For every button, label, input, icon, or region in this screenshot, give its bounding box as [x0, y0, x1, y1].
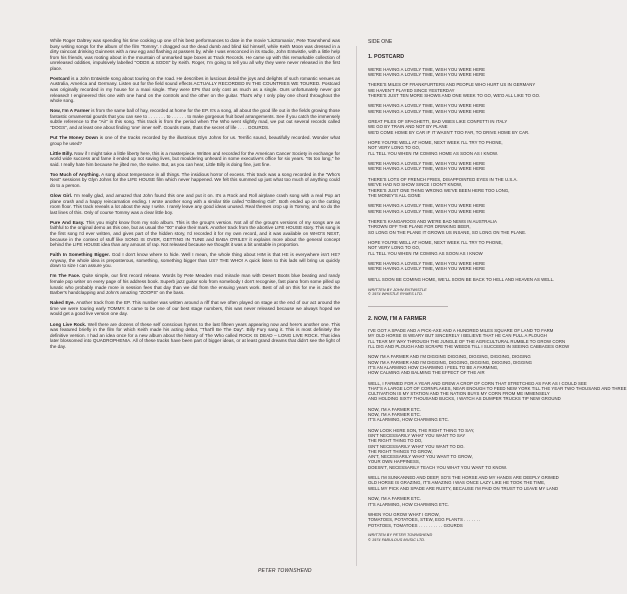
lyric-line: WE'RE HAVING A LOVELY TIME, WISH YOU WERE HERE [368, 203, 486, 209]
lyric-line: CULTIVATION IS MY STATION AND THE NATION BUYS MY CORN FROM ME IMMENSELY [368, 391, 550, 397]
lyric-line: THAT'S A LARGE LOT OF CORNFLAKES, NEAR ENOUGH TO FEED NEW YORK TILL THE YEAR TWO THOUSAND AND THREE [368, 385, 627, 391]
lyric-stanza [368, 219, 560, 235]
lyric-line: WE'LL SOON BE COMING HOME, WE'LL SOON BE BACK TO HELL AND HEAVEN AS WELL. [368, 277, 555, 283]
credit-line: WRITTEN BY JOHN ENTWISTLE [368, 287, 427, 292]
liner-note-paragraph [50, 172, 340, 189]
liner-note-title: Put The Money Down [50, 134, 98, 140]
lyric-line: WE'VE HAD NO SHOW SINCE I DON'T KNOW, [368, 182, 463, 188]
liner-note-text: Another track from the EP. This number was written around a riff that we often played on stage at the end of our act around the time we were touring early TOMMY. It came to be one of our best stage numbers, this was never released because we always hoped we would get a good live version one day. [50, 300, 341, 317]
lyric-line: HOW CALMING AND BALMING THE EFFECT OF THE AIR [368, 370, 485, 376]
lyric-line: I'LL TELL YOU WHEN I'M COMING AS SOON AS I KNOW [368, 250, 483, 256]
liner-note-text: This you might know from my solo album. This is the group's version. Not all of the group's versions of my songs are as faithful to the original demo as this one, but as usual the "00" make their mark. Another track from the abortive LIFE HOUSE story. This song is the first song I'd ever written, and gives part of the hidden story, I'd recorded it for my own record, and it was available on WHO'S NEXT, because in the context of stuff like SONG IS OVER, GETTING IN TUNE and BABA O'RILEY it explains more about the general concept behind the LIFE HOUSE idea than any amount of rap. Not released because we thought it was a bit unstable in proportion. [50, 219, 341, 248]
liner-note-text: is from the same ball of hay, recorded at home for the EP. It's a song, all about the good life out in the fields growing those fantastic ornamental gourds that you can see to . . . . . . . to . . . . . . to make gorgeous fruit bowl arrangements. See if you catch the immensely subtle reference to the "Air" in this song. This track is from the period when The Who went slightly mad, we put out several records called "DOGS", and at least one about finding 'one' inner self'. Gourds mate, thats the secret of life . . . . GOURDS. [50, 108, 340, 130]
lyric-stanza [368, 119, 560, 135]
liner-note-paragraph [50, 300, 340, 317]
credit-line: © 1974 FABULOUS MUSIC LTD. [368, 537, 426, 542]
liner-note-paragraph [50, 220, 340, 248]
lyric-line: I'LL TELL YOU WHEN I'M COMING HOME AS SOON AS I KNOW. [368, 150, 499, 156]
lyric-stanza [368, 354, 560, 375]
lyric-line: THERE'S JUST TEN MORE SHOWS AND ONE WEEK TO GO, WE'D ALL LIKE TO GO. [368, 92, 541, 98]
liner-note-title: Postcard [50, 75, 70, 81]
songs-container [368, 54, 627, 542]
lyric-stanza [368, 428, 560, 470]
lyric-stanza [368, 203, 560, 214]
lyric-line: NOW, I'M A FARMER ETC. [368, 406, 422, 412]
liner-note-paragraph [50, 322, 340, 350]
lyric-stanza [368, 261, 560, 272]
liner-notes [50, 38, 340, 354]
liner-note-text: I'm really glad, and amazed that John found this one and put it on. It's a Rock and Roll airplane crash song with a real Pop art plane crash and a happy reincarnation ending. I wrote another song with a similar title called "Glittering Girl". Both ended up on the cutting room floor. This track reveals a lot about the way I write. I rarely leave any good ideas unused. Real themes crop up in Tommy, and so do the last lines of this. Only of course Tommy was a clear little boy. [50, 193, 340, 215]
liner-note-text: Quite simple, our first record release. Words by Pete Meaden mod miracle man with Desert Boots blue beating and randy female pop writer on every page of his address book. Superb jazz guitar solo from somebody I don't recognise, fast piano from some pilled up lunatic who probably made more in session fees that day than we did from the ensuing years work. Best of all on this for me is Jack the Barber's handclapping and John's amazing "ZOOPS" on the bass. [50, 273, 341, 296]
lyric-line: ISN'T NECESSARILY WHAT YOU WANT TO DO. [368, 443, 465, 449]
lyric-line: WE'RE HAVING A LOVELY TIME, WISH YOU WERE HERE [368, 103, 486, 109]
liner-note-text: is a John Entwistle song about touring on the road. He describes in luscious detail the joys and delights of such romantic venues as Australia, America and Germany. Listen out for the field sound effects ACTUALLY RECORDED IN THE COUNTRIES WE TOURED. Postcard was originally recorded in my house for a maxi single. They were EPs that only cost as much as a single. Ours unfortunately never got released! I engineered this one with one hand on the controls and the other on the guitar. That's why I only play one chord throughout the whole song. [50, 75, 341, 104]
liner-note-text: is one of the tracks recorded by the illustrious Glyn Johns for us. Terrific sound, beautifully recorded. Wonder what group he used? [50, 134, 340, 146]
lyric-line: DOESN'T, NECESSARILY TEACH YOU WHAT YOU WANT TO KNOW. [368, 464, 508, 470]
lyric-line: WE HAVEN'T PLAYED SINCE YESTERDAY [368, 87, 455, 93]
lyric-stanza [368, 512, 560, 528]
lyric-line: I'LL DIG AND PLOUGH AND SCRAPE THE WEEDS TILL I SUCCEED IN SEEING CABBAGES GROW [368, 343, 570, 349]
lyric-line: TOMATOES, POTATOES, STEW, EGG PLANTS . . . . . . . [368, 517, 481, 523]
lyric-line: IT'S AN ALARMING HOW CHARMING I FEEL TO BE A FARMING, [368, 364, 499, 370]
lyric-line: IT'S ALARMING, HOW CHARMING ETC. [368, 417, 449, 423]
liner-note-title: Long Live Rock. [50, 321, 87, 327]
lyric-stanza [368, 161, 560, 172]
lyric-stanza [368, 277, 560, 282]
signature: PETER TOWNSHEND [258, 568, 312, 574]
lyric-line: AIN'T, NECESSARILY WHAT YOU WANT TO GROW, [368, 454, 473, 460]
lyric-line: IT'S ALARMING, HOW CHARMING ETC. [368, 501, 449, 507]
lyric-line: THERE'S KANGAROOS AND WE'RE BAD NEWS IN AUSTRALIA [368, 219, 497, 225]
liner-note-paragraph [50, 193, 340, 215]
credit-line: © 1974 WHISTLE RYMES LTD. [368, 292, 423, 297]
lyric-stanza [368, 380, 627, 402]
lyric-stanza [368, 67, 560, 78]
liner-note-title: Naked Eye. [50, 300, 75, 306]
lyric-line: WELL I'M SUNKANNED AND DEEP, SO'S THE HORSE AND MY HANDS ARE DEEPLY GRIMED [368, 475, 559, 481]
lyric-line: THROWN OFF THE PLANE FOR DRINKING BEER, [368, 224, 471, 230]
lyric-line: AND HOLDING SIXTY THOUSAND BUCKS, I WATCH AS DUMPER TRUCKS TIP NEW GROUND [368, 396, 561, 402]
liner-note-title: Pure And Easy. [50, 219, 85, 225]
liner-note-text: Well there are dozens of these self conscious hymns to the last fifteen years appearing now and here's another one. This was featured briefly in the film for which Keith made his acting debut, "That'll Be The Day". Billy Fury sang it. This is most definitely the definitive version. I had an idea once for a new album about the history of The Who called ROCK IS DEAD – LONG LIVE ROCK. That idea later blossomed into QUADROPHENIA. All of these tracks have been part of bigger ideas, or at least grand dreams that didn't see the light of the day. [50, 321, 340, 349]
lyric-line: OLD HORSE IS GRAZING, IT'S AMAZING I WAS ONCE LAZY LIKE HE TOOK THE TIME, [368, 480, 546, 486]
lyric-line: WE'RE HAVING A LOVELY TIME, WISH YOU WERE HERE [368, 108, 486, 114]
lyric-line: WE'RE HAVING A LOVELY TIME, WISH YOU WERE HERE [368, 166, 486, 172]
lyric-line: MY OLD HORSE IS WEARY BUT SINCERELY I BELIEVE THAT HE CAN PULL A PLOUGH [368, 333, 547, 339]
lyric-line: WE'RE HAVING A LOVELY TIME, WISH YOU WERE HERE [368, 208, 486, 214]
lyric-line: HOPE YOU'RE WELL AT HOME, NEXT WEEK I'LL TRY TO PHONE, [368, 140, 503, 146]
lyric-line: THE MONEY'S ALL GONE [368, 192, 421, 198]
liner-note-title: Faith In Something Bigger. [50, 252, 110, 258]
liner-note-title: Now, I'm A Farmer [50, 108, 90, 114]
lyrics-column [368, 39, 627, 542]
lyric-line: ISN'T NECESSARILY WHAT YOU WANT TO SAY [368, 433, 466, 439]
liner-note-paragraph [50, 135, 340, 146]
side-label: SIDE ONE [368, 39, 393, 45]
lyric-line: THERE'S MILES OF FRANKFURTERS AND PEOPLE WHO HURT US IN GERMANY [368, 82, 536, 88]
liner-note-paragraph [50, 252, 340, 269]
lyric-line: WE'RE HAVING A LOVELY TIME, WISH YOU WERE HERE [368, 266, 486, 272]
lyric-line: THERE'S JUST ONE THING WRONG WE'VE BEEN HERE TOO LONG, [368, 187, 510, 193]
lyric-stanza [368, 240, 560, 256]
liner-note-title: I'm The Face. [50, 273, 81, 279]
liner-note-text: A song about temperance in all things. The insidious horror of excess. This track was a song recorded in the "Who's Next" sessions by Glyn Johns for the LIFE HOUSE film which never happened. We felt this summed up just what too much of anything could do to a person. [50, 171, 340, 188]
lyric-line: THE RIGHT THING TO DO, [368, 438, 423, 444]
song-title: 1. POSTCARD [368, 54, 405, 61]
lyric-line: I'VE GOT A SPADE AND A PICK-AXE AND A HUNDRED MILES SQUARE OF LAND TO FARM [368, 328, 554, 333]
song-credit [368, 533, 560, 542]
liner-note-title: Too Much of Anything. [50, 171, 100, 177]
lyric-line: YOUR OWN HAPPINESS, [368, 459, 421, 465]
lyric-line: SO LONG ON THE PLANE IT GROWS US INSANE, SO LONG ON THE PLANE. [368, 229, 527, 235]
lyric-stanza [368, 177, 560, 198]
lyric-line: THERE'S LOTS OF FRENCH FRIES, DISAPPOINTED EYES IN THE U.S.A. [368, 177, 518, 183]
lyric-stanza [368, 82, 560, 98]
column-divider [356, 46, 357, 566]
liner-note-paragraph [50, 273, 340, 295]
lyric-stanza [368, 475, 560, 491]
lyric-line: NOW LOOK HERE SON, THE RIGHT THING TO SAY, [368, 427, 475, 433]
lyric-line: POTATOES, TOMATOES . . . . . . . . . . GOURDS [368, 522, 463, 528]
liner-note-title: Little Billy. [50, 150, 73, 156]
lyric-stanza [368, 328, 570, 349]
lyric-line: WELL MY PICK AND SPADE ARE RUSTY, BECAUSE I'M PAID ON TRUST TO LEAVE MY LAND [368, 485, 559, 491]
liner-note-text: Now if I might take a little liberty here, this is a masterpiece. Written and recorded for the American Cancer Society in exchange for world wide success and fame it ended up not saving lives, but mouldering unheard in some executive's office for six years. "Its too long," he said. I really hate him because he jilted me, the swine. But, as you can hear, Little Billy is doing fine, just fine. [50, 150, 341, 167]
liner-note-paragraph [50, 151, 340, 168]
lyric-line: WHEN YOU GROW WHAT I GROW, [368, 512, 440, 518]
song-separator [368, 306, 448, 307]
lyric-line: NOW I'M A FARMER AND I'M DIGGING, DIGGING, DIGGING, DIGGING, DIGGING [368, 359, 533, 365]
lyric-line: WE GO BY TRAIN AND NOT BY PLANE [368, 124, 448, 130]
lyric-line: I'LL TEAR MY WAY THROUGH THE JUNGLE OF THE AGRICULTURAL RUMBLE TO GROW CORN [368, 338, 566, 344]
liner-note-text: God I don't know where to hide. Well I mean, the whole thing about HIM is that HE is everywhere isn't HE? Anyway, the whole idea is preposterous, something, something bigger than US? THE WHO! A quick listen to this lads will bring us quickly down to size I can assure you. [50, 252, 340, 269]
lyric-line: WE'RE HAVING A LOVELY TIME, WISH YOU WERE HERE [368, 71, 486, 77]
lyric-stanza [368, 140, 560, 156]
song-credit [368, 288, 560, 297]
lyric-line: NOT VERY LONG TO GO, [368, 145, 421, 151]
credit-line: WRITTEN BY PETER TOWNSHEND [368, 533, 433, 538]
lyric-line: NOT VERY LONG TO GO, [368, 245, 421, 251]
lyric-line: NOW I'M A FARMER AND I'M DIGGING DIGGING, DIGGING, DIGGING, DIGGING [368, 354, 531, 360]
lyric-stanza [368, 407, 560, 423]
lyric-line: WE'RE HAVING A LOVELY TIME, WISH YOU WERE HERE [368, 261, 486, 267]
lyric-stanza [368, 496, 560, 507]
lyric-line: NOW, I'M A FARMER ETC. [368, 412, 422, 418]
lyric-line: WE'RE HAVING A LOVELY TIME, WISH YOU WERE HERE [368, 161, 486, 167]
song-title: 2. NOW, I'M A FARMER [368, 315, 427, 322]
liner-notes-entries [50, 76, 340, 349]
liner-note-paragraph [50, 108, 340, 130]
lyric-line: GREAT PILES OF SPAGHETTI, BAD VIBES LIKE CONFETTI IN ITALY [368, 119, 508, 125]
lyric-line: NOW, I'M A FARMER ETC. [368, 496, 422, 502]
lyric-line: HOPE YOU'RE WELL AT HOME, NEXT WEEK I'LL TRY TO PHONE, [368, 240, 503, 246]
intro-paragraph: While Roger Daltrey was spending his time cooking up one of his best performances to date in the movie 'Lisztomania', Pete Townshend was busy writing songs for the album of the film 'Tommy'. I dragged out the dead dumb and blind kid himself, while Keith Moon was dressed in a dirty raincoat drinking Guinness with a raw egg and flashing at passers by, while I was ensconced in its studio, John Entwistle, with a little help from his friends, was rooting about in the mountain of unmarked tape boxes at Track Records. He came up with this remarkable collection of unreleased oddities, impulsively labelled "ODDS & SODS" by Keith. Roger, I'm going to tell you all why they were never released in the first place. [50, 38, 340, 71]
lyric-line: WE'RE HAVING A LOVELY TIME, WISH YOU WERE HERE [368, 66, 486, 72]
lyric-line: THE RIGHT THINGS TO GROW, [368, 448, 433, 454]
lyric-line: WE'D COME HOME BY CAR IF IT WASN'T TOO FAR, TO DRIVE HOME BY CAR. [368, 129, 530, 135]
liner-note-title: Glow Girl. [50, 193, 73, 199]
lyric-stanza [368, 103, 560, 114]
lyric-line: WELL, I FARMED FOR A YEAR AND GREW A CROP OF CORN THAT STRETCHED AS FAR AS I COULD SEE [368, 380, 587, 386]
liner-note-paragraph [50, 76, 340, 104]
